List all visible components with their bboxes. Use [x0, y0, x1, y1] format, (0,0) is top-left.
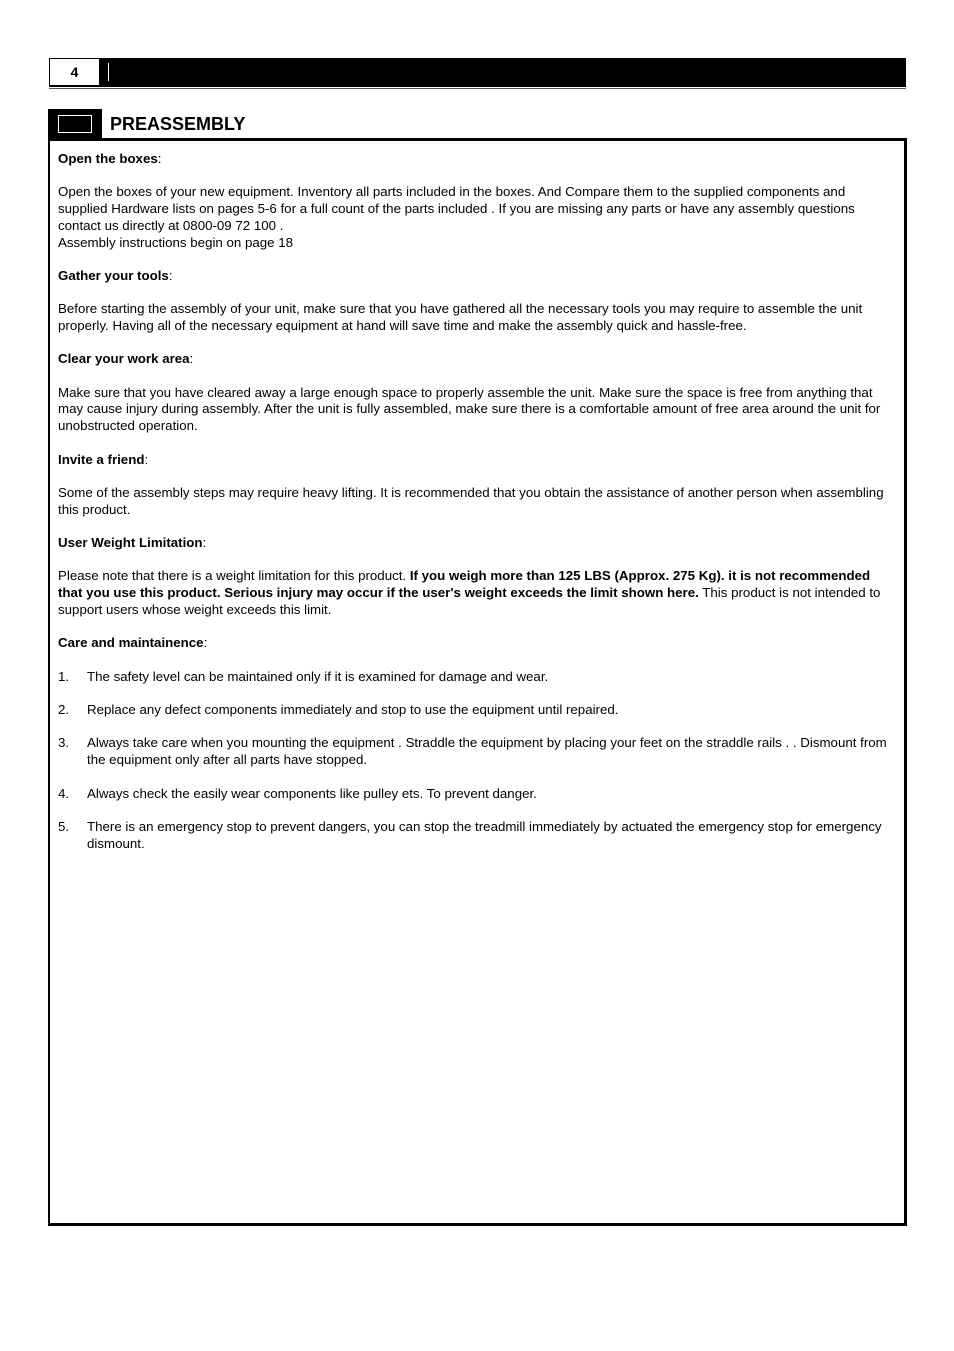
invite-friend-colon: :	[144, 451, 149, 467]
list-item-number: 1.	[58, 668, 70, 684]
list-item-text: The safety level can be maintained only if it is examined for damage and wear.	[87, 668, 549, 684]
list-item	[58, 702, 892, 719]
invite-friend-heading	[58, 452, 892, 469]
clear-area-heading	[58, 351, 892, 368]
weight-limit-heading-text: User Weight Limitation	[58, 535, 203, 551]
weight-limit-warning: If you weigh more than 125 LBS (Approx. 275 Kg). it is not recommended that you use this product. Serious injury may occur if the user's weight exceeds the limit shown here.	[58, 568, 871, 601]
list-item-text: Always take care when you mounting the equipment . Straddle the equipment by placing your feet on the straddle rails . . Dismount from the equipment only after all parts have stopped.	[87, 735, 887, 768]
gather-tools-colon: :	[168, 267, 173, 283]
care-heading-text: Care and maintainence	[58, 635, 204, 651]
list-item	[58, 735, 892, 768]
list-item-text: There is an emergency stop to prevent dangers, you can stop the treadmill immediately by actuated the emergency stop for emergency dismount.	[87, 818, 882, 851]
list-item	[58, 819, 892, 852]
weight-limit-colon: :	[202, 535, 207, 551]
clear-area-colon: :	[189, 351, 194, 367]
gather-tools-heading-text: Gather your tools	[58, 267, 169, 283]
section-tab-box	[58, 115, 92, 133]
header-divider	[108, 63, 109, 81]
list-item-text: Replace any defect components immediately and stop to use the equipment until repaired.	[87, 702, 619, 718]
invite-friend-heading-text: Invite a friend	[58, 451, 145, 467]
list-item	[58, 786, 892, 803]
open-boxes-body-text: Open the boxes of your new equipment. Inventory all parts included in the boxes. And Compare them to the supplied components and supplied Hardware lists on pages 5-6 for a full count of the parts included . If you are missing any parts or have any assembly questions contact us directly at 0800-09 72 100 .	[58, 184, 855, 233]
weight-limit-heading	[58, 535, 892, 552]
care-heading	[58, 635, 892, 652]
clear-area-heading-text: Clear your work area	[58, 351, 190, 367]
open-boxes-heading	[58, 151, 892, 168]
list-item-text: Always check the easily wear components like pulley ets. To prevent danger.	[87, 785, 537, 801]
page-number: 4	[50, 59, 99, 85]
open-boxes-body-text-2: Assembly instructions begin on page 18	[58, 234, 294, 250]
clear-area-body: Make sure that you have cleared away a large enough space to properly assemble the unit. Make sure the space is free from anything that may cause injury during assembly. After the unit is fully assembled, make sure there is a comfortable amount of free area around the unit for unobstructed operation.	[58, 384, 881, 434]
weight-limit-body-start: Please note that there is a weight limitation for this product.	[58, 568, 410, 584]
weight-limit-body-end: This product is not intended to support users whose weight exceeds this limit.	[58, 585, 881, 617]
list-item-number: 2.	[58, 702, 70, 718]
gather-tools-heading	[58, 268, 892, 285]
list-item-number: 4.	[58, 785, 70, 801]
list-item	[58, 669, 892, 686]
section-title: PREASSEMBLY	[110, 114, 246, 134]
list-item-number: 3.	[58, 735, 70, 751]
open-boxes-body	[58, 184, 892, 251]
gather-tools-body: Before starting the assembly of your unit, make sure that you have gathered all the necessary tools you may require to assemble the unit properly. Having all of the necessary equipment at hand will save time and make the assembly quick and hassle-free.	[58, 301, 863, 333]
header-underline	[49, 88, 906, 89]
open-boxes-heading-text: Open the boxes	[58, 151, 158, 166]
care-colon: :	[203, 635, 208, 651]
weight-limit-body	[58, 568, 892, 618]
list-item-number: 5.	[58, 818, 70, 834]
invite-friend-body: Some of the assembly steps may require heavy lifting. It is recommended that you obtain the assistance of another person when assembling this product.	[58, 484, 884, 517]
content-box	[48, 138, 907, 1226]
open-boxes-colon: :	[157, 151, 162, 166]
page-header-bar	[49, 58, 906, 87]
care-list	[58, 669, 892, 853]
